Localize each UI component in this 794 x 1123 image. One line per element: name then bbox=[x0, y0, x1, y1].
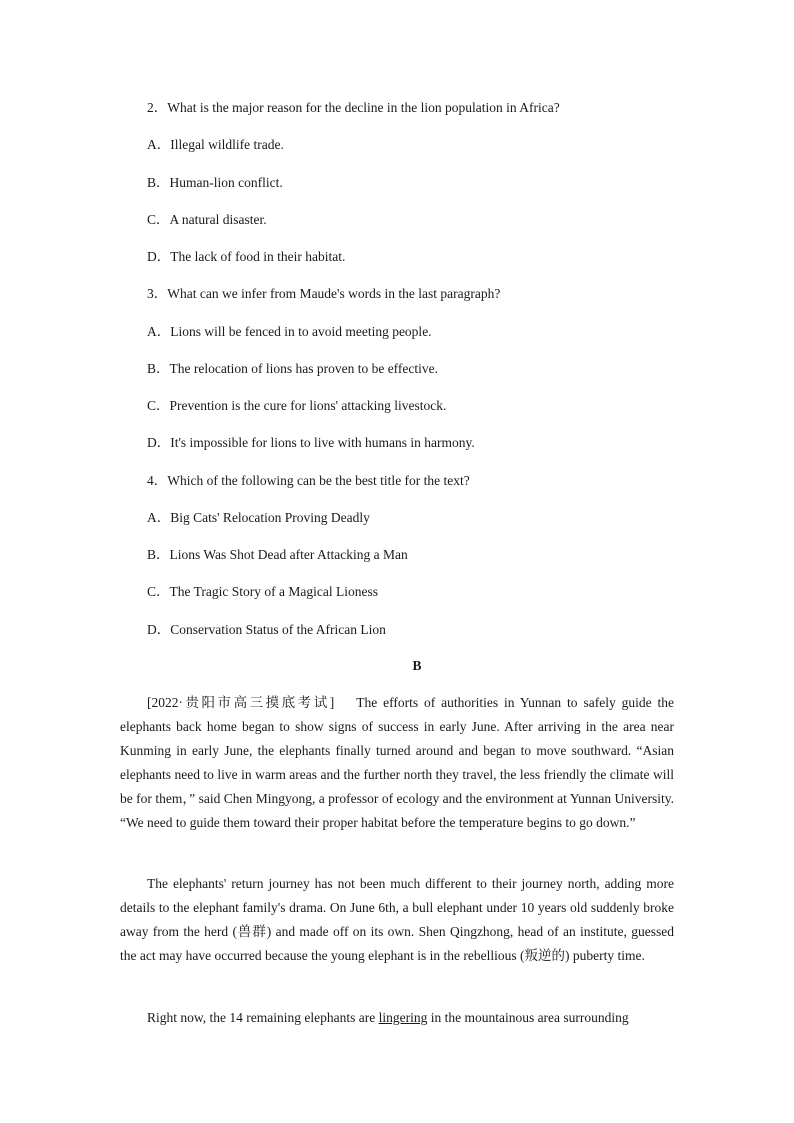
question-4-option-c: C．The Tragic Story of a Magical Lioness bbox=[147, 584, 378, 599]
section-b-title: B bbox=[412, 658, 422, 673]
paragraph-3-text-before: Right now, the 14 remaining elephants are bbox=[147, 1010, 379, 1025]
paragraph-1-text: The efforts of authorities in Yunnan to safely guide the elephants back home began to show signs of success in early June. After arriving in the area near Kunming in early June, the elephants finally turned around and began to move southward. “Asian elephants need to live in warm areas and the further north they travel, the less friendly the climate will be for them，” said Chen Mingyong, a professor of ecology and the environment at Yunnan University. “We need to guide them toward their proper habitat before the temperature begins to go down.” bbox=[120, 695, 674, 830]
question-3-option-d: D．It's impossible for lions to live with humans in harmony. bbox=[147, 435, 475, 450]
question-2-option-b: B．Human-lion conflict. bbox=[147, 175, 283, 190]
question-3-option-a: A．Lions will be fenced in to avoid meeting people. bbox=[147, 324, 432, 339]
underlined-word: lingering bbox=[378, 1010, 428, 1025]
question-2-option-a: A．Illegal wildlife trade. bbox=[147, 137, 284, 152]
section-b-paragraph-2: The elephants' return journey has not been much different to their journey north, adding more details to the elephant family's drama. On June 6th, a bull elephant under 10 years old suddenly broke away from the herd (兽群) and made off on its own. Shen Qingzhong, head of an institute, guessed the act may have occurred because the young elephant is in the rebellious (叛逆的) puberty time. bbox=[120, 876, 674, 963]
source-tag: [2022·贵阳市高三摸底考试] bbox=[147, 695, 335, 710]
question-3-option-b: B．The relocation of lions has proven to be effective. bbox=[147, 361, 439, 376]
question-3-option-c: C．Prevention is the cure for lions' attacking livestock. bbox=[147, 398, 447, 413]
question-3-stem: 3．What can we infer from Maude's words in the last paragraph? bbox=[147, 286, 501, 301]
question-4-stem: 4．Which of the following can be the best title for the text? bbox=[147, 473, 470, 488]
question-4-option-a: A．Big Cats' Relocation Proving Deadly bbox=[147, 510, 370, 525]
question-2-option-d: D．The lack of food in their habitat. bbox=[147, 249, 346, 264]
section-b-paragraph-3 bbox=[120, 1006, 674, 1030]
question-4-option-b: B．Lions Was Shot Dead after Attacking a Man bbox=[147, 547, 408, 562]
question-2-stem: 2．What is the major reason for the decline in the lion population in Africa? bbox=[147, 100, 560, 115]
question-2-option-c: C．A natural disaster. bbox=[147, 212, 267, 227]
section-b-paragraph-1 bbox=[120, 691, 674, 835]
paragraph-3-text-after: in the mountainous area surrounding bbox=[427, 1010, 629, 1025]
question-4-option-d: D．Conservation Status of the African Lion bbox=[147, 622, 386, 637]
